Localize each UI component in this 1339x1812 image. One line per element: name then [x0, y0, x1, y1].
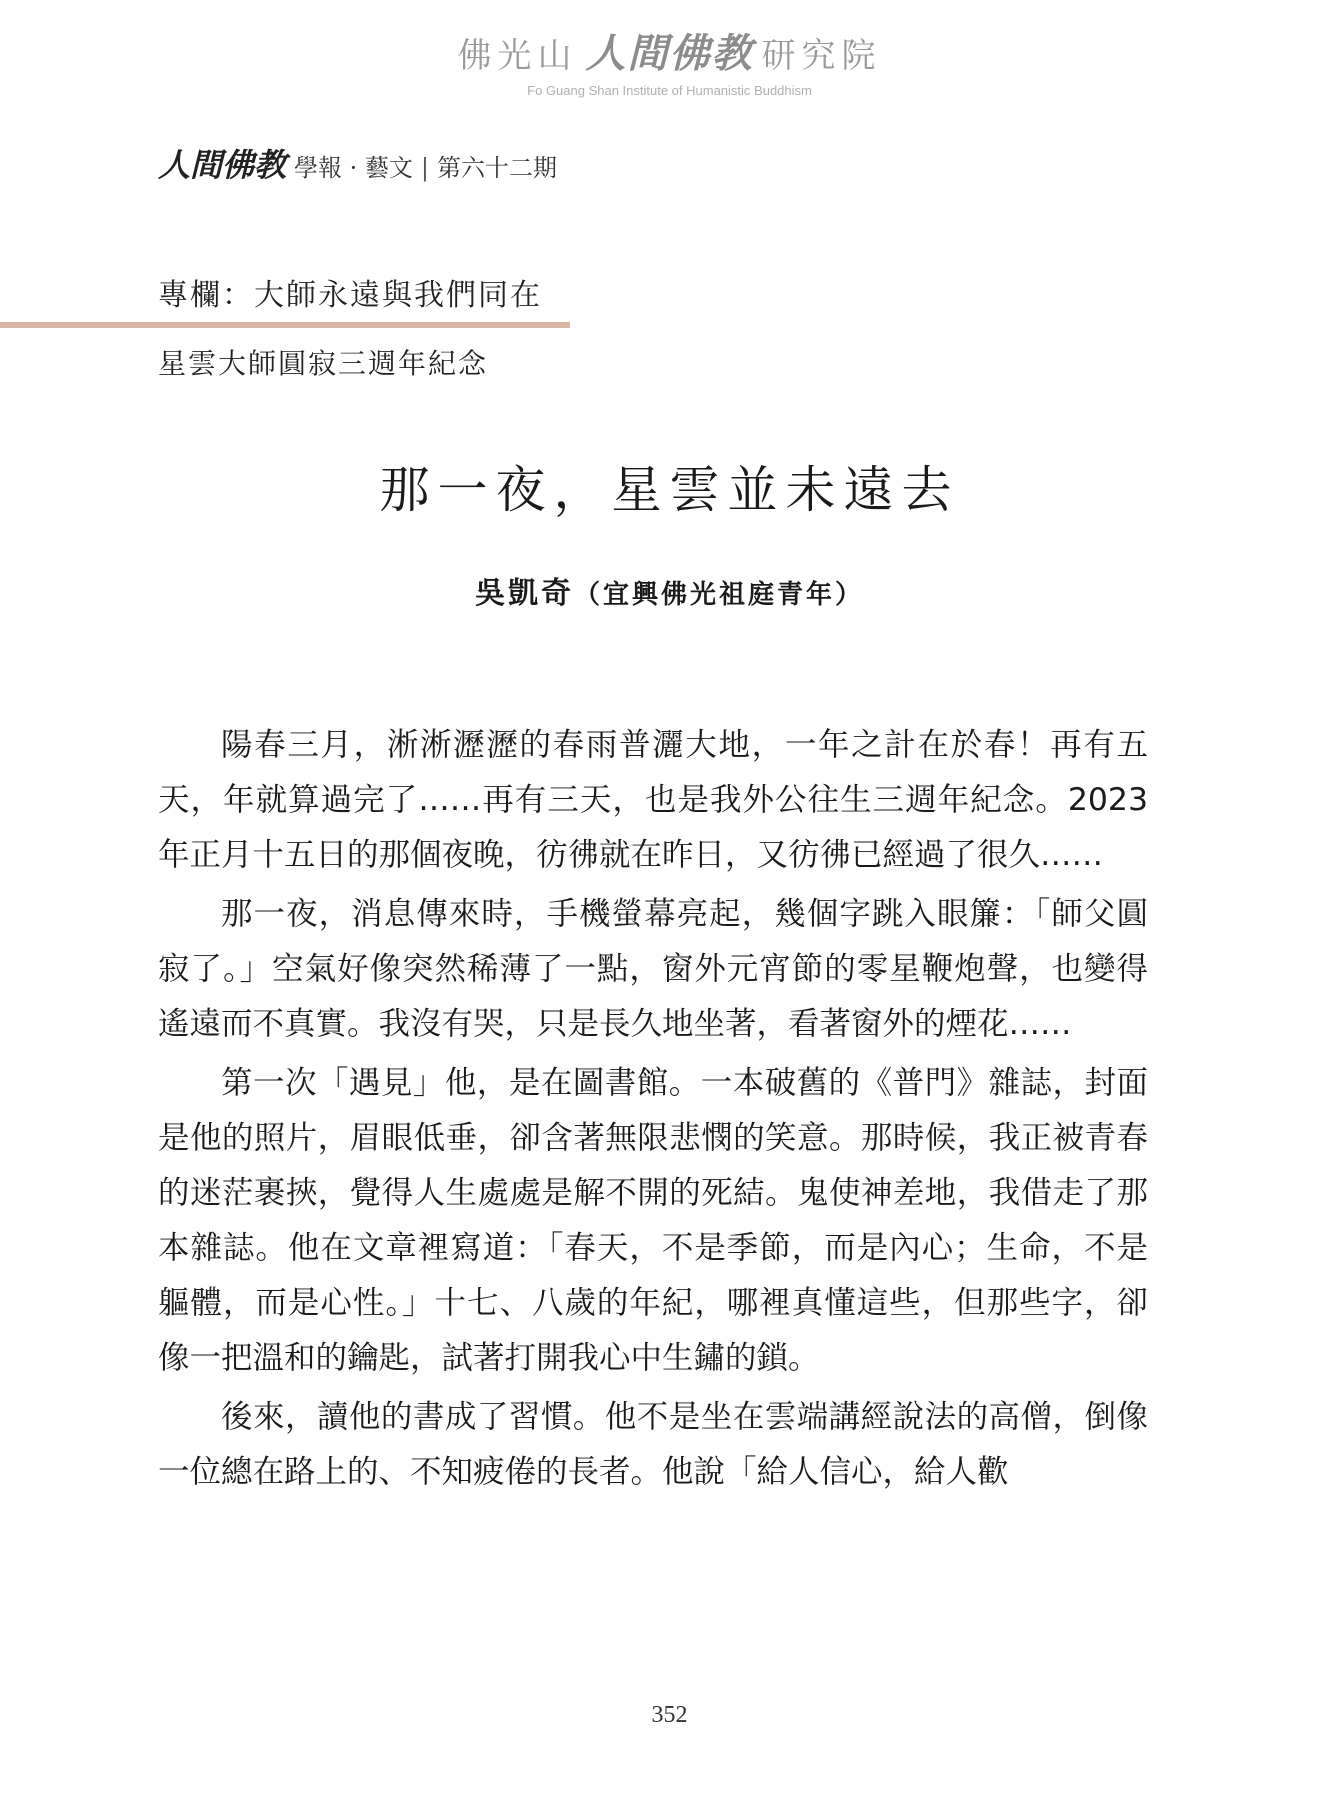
institute-name — [0, 22, 1339, 79]
page-number: 352 — [651, 1702, 688, 1728]
author-affiliation: （宜興佛光祖庭青年） — [573, 580, 864, 610]
institute-logo: 人間佛教 — [585, 30, 754, 77]
journal-name: 學報 · 藝文 — [294, 154, 413, 182]
journal-running-head — [158, 140, 557, 186]
institute-header — [0, 22, 1339, 98]
column-divider — [0, 322, 570, 328]
journal-separator: | — [420, 154, 429, 182]
column-subtitle: 星雲大師圓寂三週年紀念 — [158, 347, 489, 380]
author-name: 吳凱奇 — [474, 576, 574, 611]
article-body — [158, 718, 1148, 1504]
journal-issue: 第六十二期 — [437, 154, 557, 182]
column-label: 專欄：大師永遠與我們同在 — [158, 278, 542, 313]
paragraph: 那一夜，消息傳來時，手機螢幕亮起，幾個字跳入眼簾：「師父圓寂了。」空氣好像突然稀薄了一點，窗外元宵節的零星鞭炮聲，也變得遙遠而不真實。我沒有哭，只是長久地坐著，看著窗外的煙花…… — [158, 896, 1148, 1042]
article-title: 那一夜，星雲並未遠去 — [379, 461, 960, 519]
paragraph: 第一次「遇見」他，是在圖書館。一本破舊的《普門》雜誌，封面是他的照片，眉眼低垂，卻含著無限悲憫的笑意。那時候，我正被青春的迷茫裹挾，覺得人生處處是解不開的死結。鬼使神差地，我借走了那本雜誌。他在文章裡寫道：「春天，不是季節，而是內心；生命，不是軀體，而是心性。」十七、八歲的年紀，哪裡真懂這些，但那些字，卻像一把溫和的鑰匙，試著打開我心中生鏽的鎖。 — [158, 1065, 1148, 1376]
institute-name-part2: 研究院 — [761, 36, 882, 76]
institute-name-part1: 佛光山 — [457, 36, 578, 76]
paragraph: 後來，讀他的書成了習慣。他不是坐在雲端講經說法的高僧，倒像一位總在路上的、不知疲倦的長者。他說「給人信心，給人歡 — [158, 1399, 1148, 1490]
journal-logo: 人間佛教 — [158, 146, 287, 184]
paragraph: 陽春三月，淅淅瀝瀝的春雨普灑大地，一年之計在於春！再有五天，年就算過完了……再有三天，也是我外公往生三週年紀念。2023 年正月十五日的那個夜晚，彷彿就在昨日，又彷彿已經過了很久…… — [158, 727, 1148, 873]
institute-english-name: Fo Guang Shan Institute of Humanistic Buddhism — [527, 83, 812, 98]
article-byline — [0, 568, 1339, 612]
